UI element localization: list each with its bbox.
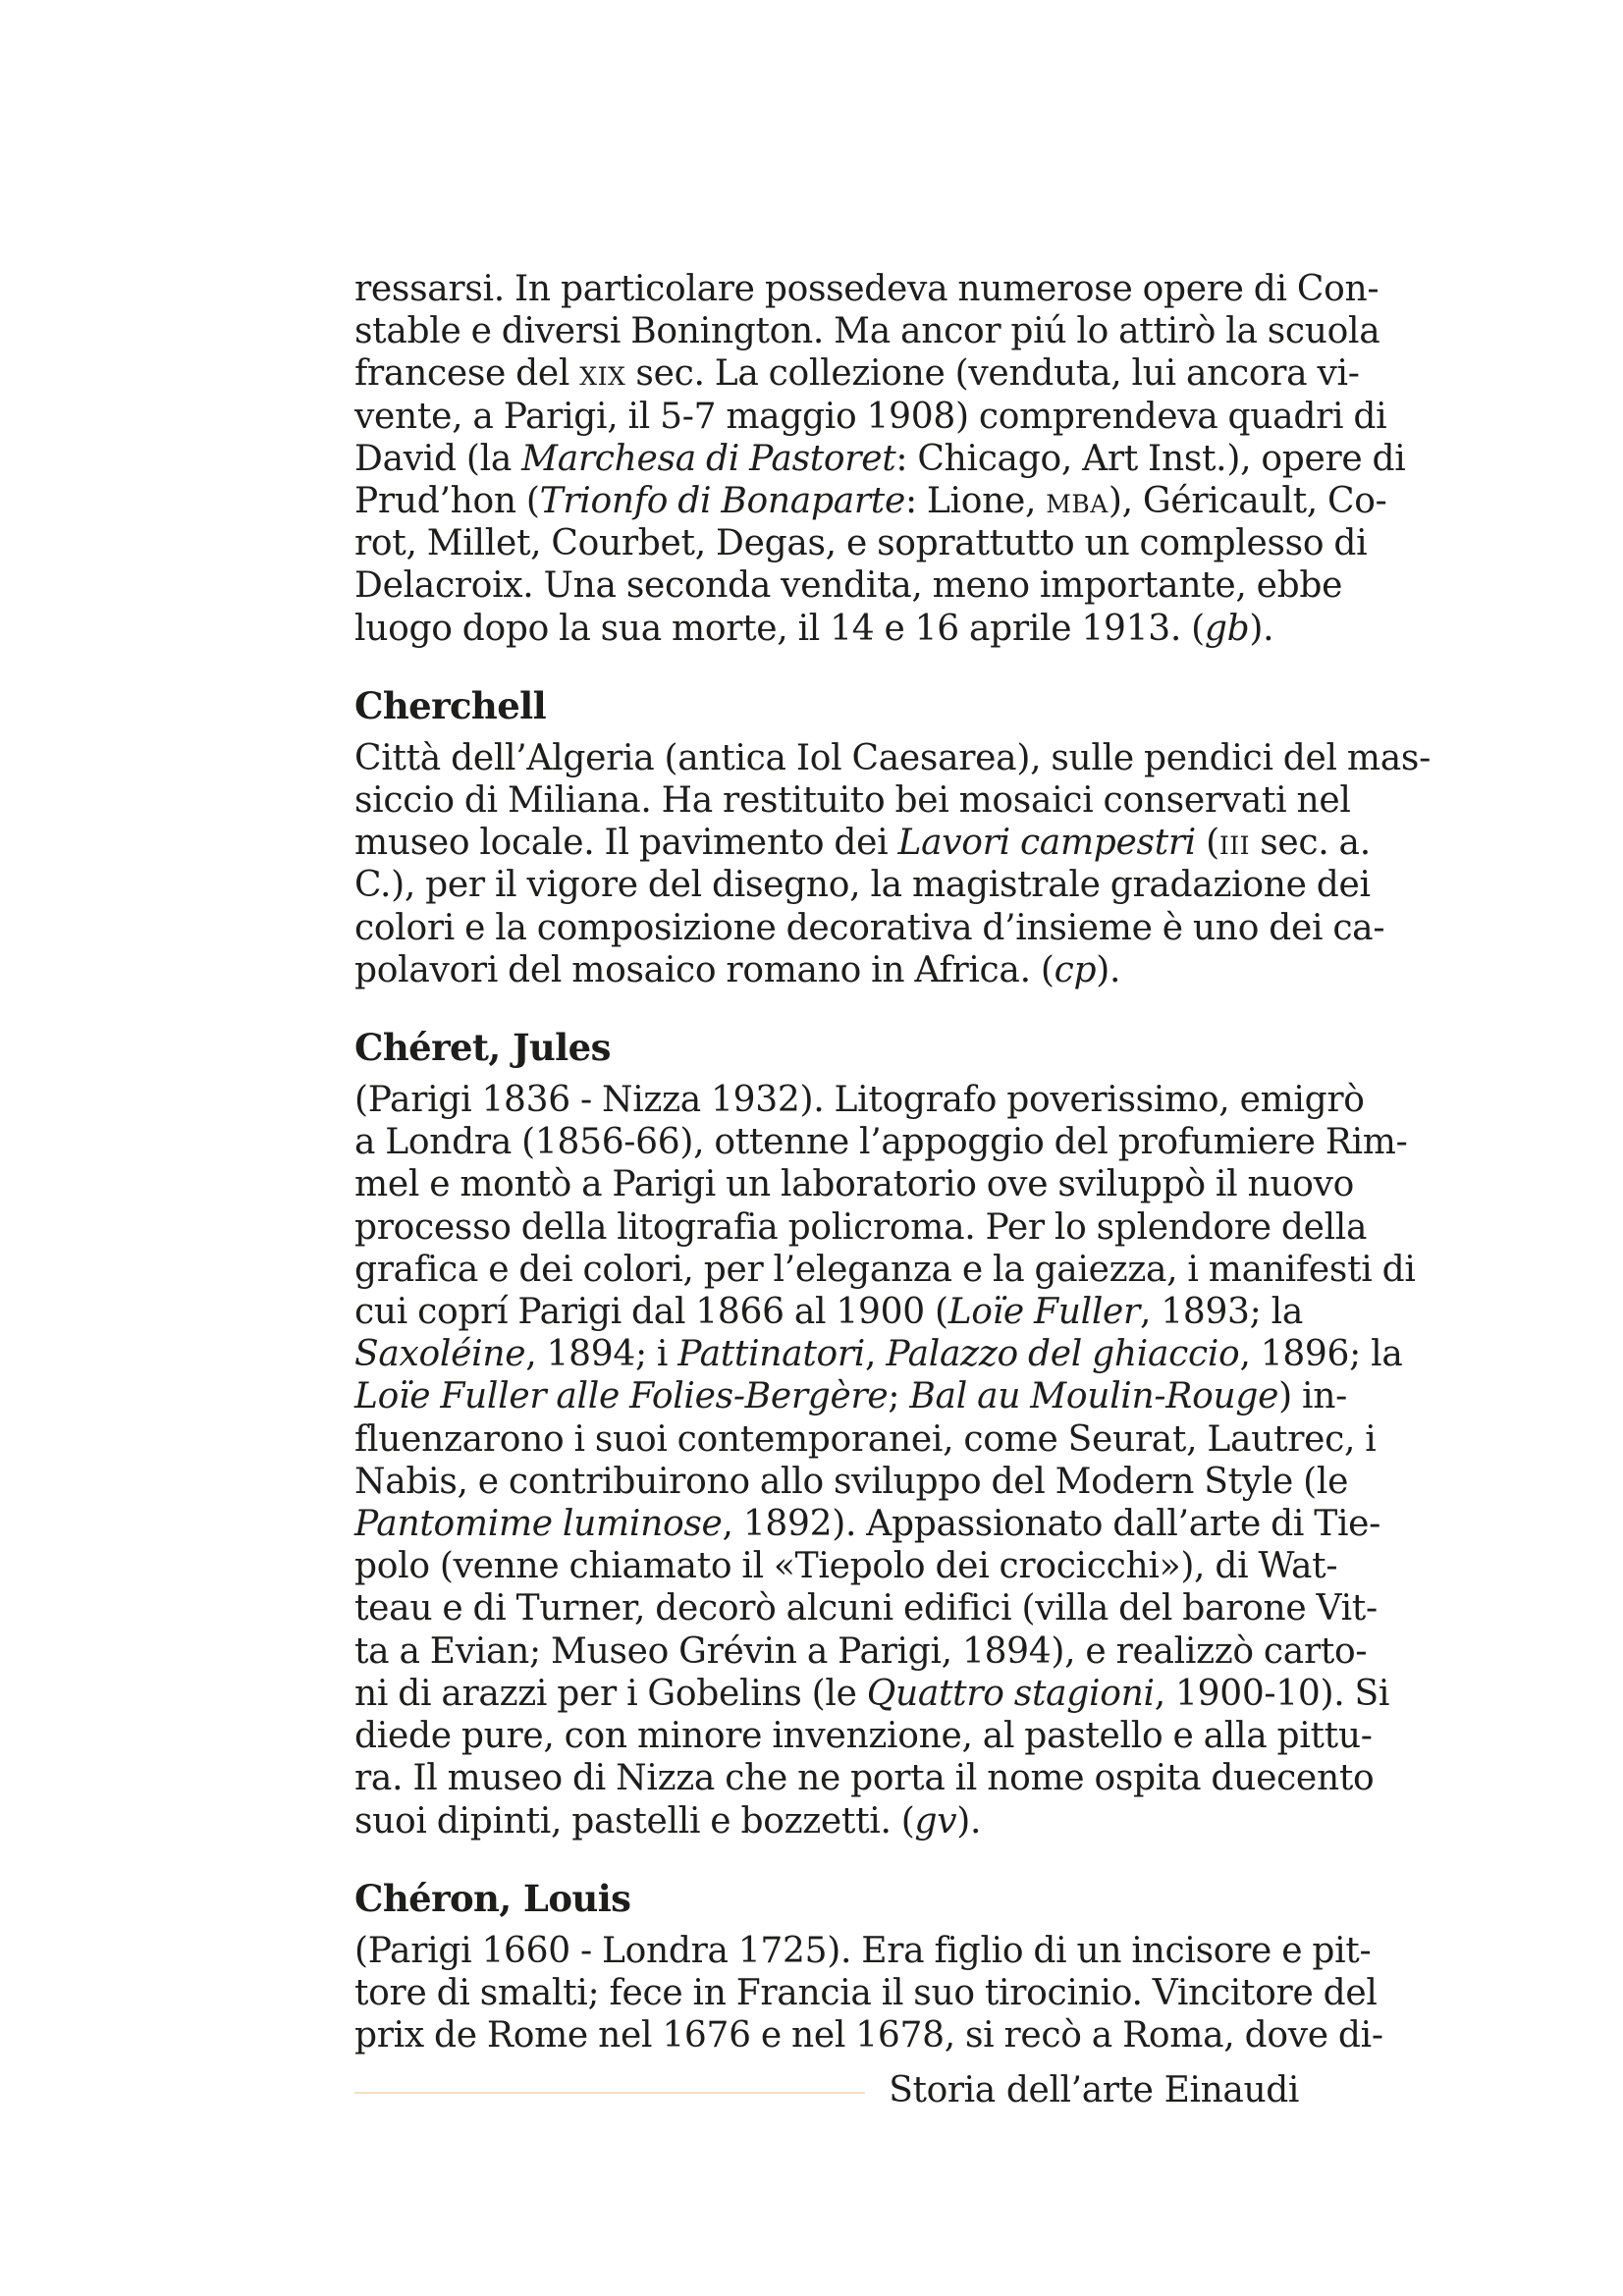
text-line xyxy=(354,438,1406,480)
text-run: , 1892). Appassionato dall’arte di Tie- xyxy=(722,1504,1381,1545)
text-line: Città dell’Algeria (antica Iol Caesarea), sulle pendici del mas- xyxy=(354,737,1431,778)
entry-title-cheret: Chéret, Jules xyxy=(354,1026,611,1070)
text-run: : Lione, xyxy=(904,481,1047,522)
text-run: museo locale. Il pavimento dei xyxy=(354,823,898,864)
text-line xyxy=(354,822,1371,864)
italic-title: Lavori campestri xyxy=(897,823,1197,864)
entry-title-cheron: Chéron, Louis xyxy=(354,1876,631,1920)
italic-title: Bal au Moulin-Rouge xyxy=(909,1376,1279,1417)
italic-title: Palazzo del ghiaccio xyxy=(886,1334,1240,1375)
text-run: ). xyxy=(1096,949,1121,990)
page-body xyxy=(354,268,1431,2056)
text-line xyxy=(354,1291,1304,1333)
text-run: ). xyxy=(1249,608,1274,649)
text-run: suoi dipinti, pastelli e bozzetti. ( xyxy=(354,1800,915,1842)
text-run: ni di arazzi per i Gobelins (le xyxy=(354,1673,867,1714)
text-run: : Chicago, Art Inst.), opere di xyxy=(895,438,1406,479)
small-caps-run: iii xyxy=(1218,823,1251,864)
text-run: polavori del mosaico romano in Africa. ( xyxy=(354,949,1055,990)
text-line: C.), per il vigore del disegno, la magistrale gradazione dei xyxy=(354,865,1371,906)
text-line xyxy=(354,949,1297,991)
text-line: (Parigi 1836 - Nizza 1932). Litografo poverissimo, emigrò xyxy=(354,1080,1365,1121)
footer-publication-title: Storia dell’arte Einaudi xyxy=(889,2070,1299,2110)
text-line xyxy=(354,1503,1381,1545)
text-line: colori e la composizione decorativa d’insieme è uno dei ca- xyxy=(354,907,1385,948)
italic-title: Quattro stagioni xyxy=(866,1673,1155,1714)
text-run: francese del xyxy=(354,353,580,395)
small-caps-run: mba xyxy=(1046,481,1109,522)
text-line: ra. Il museo di Nizza che ne porta il nome ospita duecento xyxy=(354,1758,1375,1799)
small-caps-run: xix xyxy=(579,353,626,395)
text-run: , 1893; la xyxy=(1139,1292,1304,1333)
text-line xyxy=(354,608,1297,650)
text-line: fluenzarono i suoi contemporanei, come Seurat, Lautrec, i xyxy=(354,1418,1377,1460)
text-run: , xyxy=(865,1334,887,1375)
text-line: grafica e dei colori, per l’eleganza e la gaiezza, i manifesti di xyxy=(354,1249,1416,1290)
italic-title: Loïe Fuller alle Folies-Bergère xyxy=(354,1376,889,1417)
text-line: ta a Evian; Museo Grévin a Parigi, 1894), e realizzò carto- xyxy=(354,1630,1368,1672)
text-run: cui coprí Parigi dal 1866 al 1900 ( xyxy=(354,1292,948,1333)
text-line: processo della litografia policroma. Per lo splendore della xyxy=(354,1206,1368,1248)
intro-paragraph xyxy=(354,268,1406,650)
page-footer xyxy=(354,2067,1299,2116)
text-line: ressarsi. In particolare possedeva numerose opere di Con- xyxy=(354,269,1380,309)
italic-title: Pantomime luminose xyxy=(354,1504,723,1545)
entry-title-cherchell: Cherchell xyxy=(354,683,547,727)
text-run: , 1896; la xyxy=(1239,1334,1403,1375)
text-line: tore di smalti; fece in Francia il suo tirocinio. Vincitore del xyxy=(354,1972,1378,2013)
italic-title: Marchesa di Pastoret xyxy=(521,438,896,479)
text-line: prix de Rome nel 1676 e nel 1678, si recò a Roma, dove di- xyxy=(354,2015,1383,2056)
text-line: diede pure, con minore invenzione, al pastello e alla pittu- xyxy=(354,1716,1373,1757)
text-run: ) in- xyxy=(1278,1376,1347,1417)
text-run: sec. La collezione (venduta, lui ancora vi- xyxy=(625,353,1360,395)
italic-title: Loïe Fuller xyxy=(947,1292,1140,1333)
entry-body-cheron xyxy=(354,1930,1383,2057)
text-line xyxy=(354,1800,1297,1842)
text-run: David (la xyxy=(354,438,522,479)
text-run: sec. a. xyxy=(1250,823,1371,864)
text-run: ( xyxy=(1196,823,1219,864)
text-line xyxy=(354,1375,1347,1417)
text-line: vente, a Parigi, il 5-7 maggio 1908) comprendeva quadri di xyxy=(354,396,1387,437)
text-line: polo (venne chiamato il «Tiepolo dei crocicchi»), di Wat- xyxy=(354,1546,1338,1587)
text-line xyxy=(354,480,1387,522)
author-initials: gv xyxy=(914,1800,957,1842)
text-run: ). xyxy=(956,1800,982,1842)
text-line: siccio di Miliana. Ha restituito bei mosaici conservati nel xyxy=(354,780,1351,822)
text-line: mel e montò a Parigi un laboratorio ove sviluppò il nuovo xyxy=(354,1164,1355,1205)
text-line xyxy=(354,352,1360,395)
entry-body-cherchell xyxy=(354,737,1431,991)
text-line xyxy=(354,1333,1403,1375)
text-line: teau e di Turner, decorò alcuni edifici (villa del barone Vit- xyxy=(354,1588,1378,1629)
text-line: rot, Millet, Courbet, Degas, e soprattutto un complesso di xyxy=(354,523,1368,564)
text-line: a Londra (1856-66), ottenne l’appoggio del profumiere Rim- xyxy=(354,1122,1408,1163)
italic-title: Saxoléine xyxy=(354,1334,526,1375)
text-run: luogo dopo la sua morte, il 14 e 16 aprile 1913. ( xyxy=(354,608,1205,649)
italic-title: Pattinatori xyxy=(677,1334,866,1375)
text-line: stable e diversi Bonington. Ma ancor piú lo attirò la scuola xyxy=(354,311,1380,352)
entry-body-cheret xyxy=(354,1079,1416,1842)
author-initials: gb xyxy=(1204,608,1250,649)
footer-rule xyxy=(354,2092,865,2094)
text-run: , 1894; i xyxy=(525,1334,678,1375)
text-line: (Parigi 1660 - Londra 1725). Era figlio di un incisore e pit- xyxy=(354,1930,1372,1971)
text-line xyxy=(354,1673,1390,1715)
text-run: Prud’hon ( xyxy=(354,481,540,522)
author-initials: cp xyxy=(1054,949,1097,990)
text-run: , 1900-10). Si xyxy=(1154,1673,1390,1714)
text-run: ), Géricault, Co- xyxy=(1108,481,1387,522)
text-line: Delacroix. Una seconda vendita, meno importante, ebbe xyxy=(354,565,1343,607)
italic-title: Trionfo di Bonaparte xyxy=(539,481,905,522)
text-line: Nabis, e contribuirono allo sviluppo del Modern Style (le xyxy=(354,1461,1349,1502)
text-run: ; xyxy=(888,1376,910,1417)
